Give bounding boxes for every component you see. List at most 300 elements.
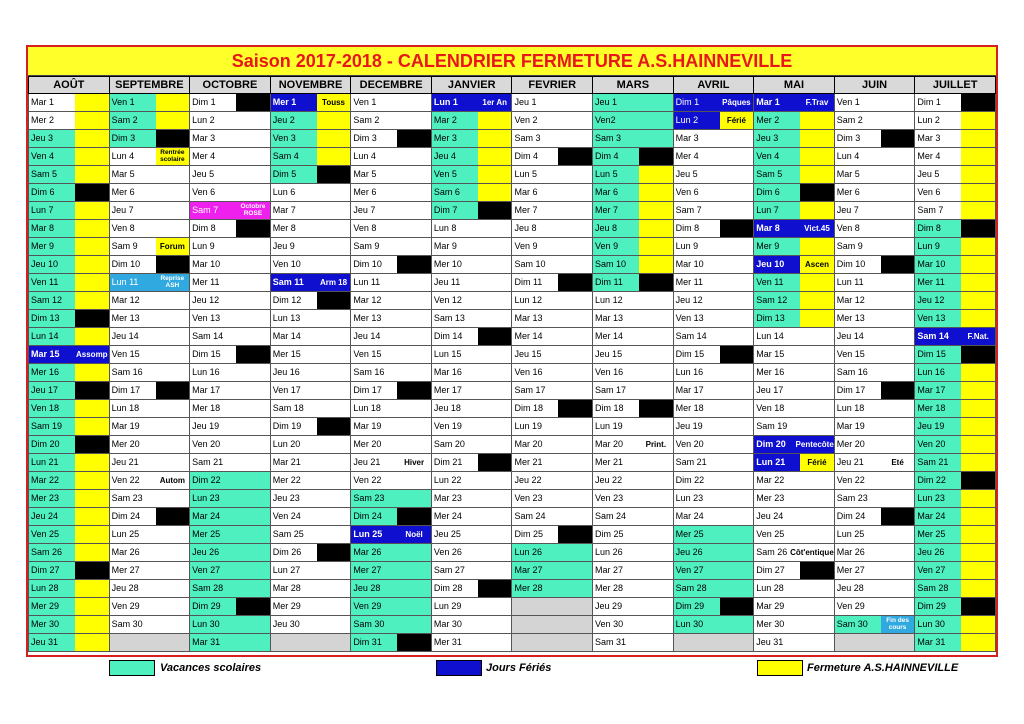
day-cell <box>834 238 915 256</box>
day-cell <box>29 364 110 382</box>
day-marker <box>800 238 834 255</box>
day-marker <box>75 544 109 561</box>
day-marker <box>156 418 190 435</box>
day-row <box>29 346 996 364</box>
day-label: Sam 28 <box>674 580 720 597</box>
day-cell <box>270 580 351 598</box>
day-cell <box>351 436 432 454</box>
day-label: Dim 7 <box>432 202 478 219</box>
day-cell <box>512 94 593 112</box>
legend-swatch-vacances <box>109 660 155 676</box>
day-marker <box>881 220 915 237</box>
day-label: Mer 30 <box>756 619 785 629</box>
day-cell <box>593 274 674 292</box>
day-marker <box>236 364 270 381</box>
day-marker <box>156 580 190 597</box>
day-cell <box>270 328 351 346</box>
day-marker <box>558 526 592 543</box>
day-marker <box>881 472 915 489</box>
day-label: Ven 13 <box>675 313 704 323</box>
day-cell <box>754 364 835 382</box>
day-marker <box>720 634 754 651</box>
day-label: Jeu 7 <box>111 205 134 215</box>
day-label: Dim 12 <box>272 295 302 305</box>
day-label: Mar 22 <box>29 472 75 489</box>
day-marker <box>720 616 754 633</box>
day-label: Ven2 <box>593 112 639 129</box>
day-label: Lun 14 <box>756 331 784 341</box>
day-cell <box>512 454 593 472</box>
day-cell <box>593 220 674 238</box>
day-cell <box>593 202 674 220</box>
day-marker <box>720 598 754 615</box>
day-marker <box>75 490 109 507</box>
day-marker <box>639 220 673 237</box>
day-marker <box>478 238 512 255</box>
day-marker <box>156 346 190 363</box>
day-cell <box>270 310 351 328</box>
day-cell <box>593 436 674 454</box>
day-label: Mar 27 <box>512 562 558 579</box>
day-cell <box>109 364 190 382</box>
day-marker <box>478 274 512 291</box>
day-cell <box>593 292 674 310</box>
day-label: Sam 9 <box>836 241 863 251</box>
day-cell <box>109 598 190 616</box>
day-cell <box>109 562 190 580</box>
day-label: Ven 16 <box>514 367 543 377</box>
day-label: Lun 12 <box>595 295 623 305</box>
day-cell <box>351 184 432 202</box>
day-marker <box>75 112 109 129</box>
day-cell <box>351 598 432 616</box>
day-cell <box>593 364 674 382</box>
day-cell <box>512 292 593 310</box>
day-cell <box>109 418 190 436</box>
day-marker <box>397 202 431 219</box>
day-marker <box>317 616 351 633</box>
day-cell <box>109 166 190 184</box>
day-marker <box>558 94 592 111</box>
day-label: Lun 20 <box>272 439 301 449</box>
day-marker <box>961 346 995 363</box>
day-marker <box>397 292 431 309</box>
day-cell <box>512 256 593 274</box>
day-label: Dim 11 <box>514 277 543 287</box>
day-label: Mar 28 <box>272 583 301 593</box>
day-label: Lun 2 <box>917 115 940 125</box>
day-marker <box>639 526 673 543</box>
day-marker <box>156 400 190 417</box>
day-label: Sam 9 <box>111 241 138 251</box>
day-cell <box>109 526 190 544</box>
day-marker <box>156 562 190 579</box>
day-label: Jeu 17 <box>756 385 784 395</box>
day-cell <box>673 346 754 364</box>
day-cell <box>673 472 754 490</box>
day-cell <box>915 562 996 580</box>
day-label: Dim 24 <box>111 511 141 521</box>
day-label: Lun 7 <box>754 202 800 219</box>
day-cell <box>351 292 432 310</box>
day-cell <box>109 580 190 598</box>
day-marker <box>558 130 592 147</box>
day-cell <box>431 274 512 292</box>
day-marker <box>75 436 109 453</box>
day-cell <box>431 292 512 310</box>
day-marker <box>881 400 915 417</box>
day-cell <box>351 148 432 166</box>
day-cell <box>190 94 271 112</box>
day-cell <box>190 634 271 652</box>
day-cell <box>673 400 754 418</box>
day-marker <box>236 346 270 363</box>
day-label <box>512 634 558 651</box>
day-cell <box>834 346 915 364</box>
day-label: Lun 9 <box>192 241 215 251</box>
day-cell <box>109 616 190 634</box>
day-cell <box>512 400 593 418</box>
day-label: Mar 9 <box>433 241 457 251</box>
day-row <box>29 418 996 436</box>
day-cell <box>190 616 271 634</box>
day-label: Jeu 19 <box>675 421 703 431</box>
day-cell <box>834 490 915 508</box>
day-marker <box>75 562 109 579</box>
day-cell <box>834 400 915 418</box>
day-cell <box>431 184 512 202</box>
day-cell <box>834 256 915 274</box>
day-cell <box>351 418 432 436</box>
day-cell <box>431 580 512 598</box>
day-cell <box>915 328 996 346</box>
day-cell <box>915 148 996 166</box>
legend-swatch-fermeture <box>757 660 803 676</box>
day-label: Lun 28 <box>29 580 75 597</box>
day-label: Sam 26 <box>29 544 75 561</box>
day-cell <box>673 598 754 616</box>
day-label: Lun 6 <box>272 187 296 197</box>
day-cell <box>351 382 432 400</box>
day-marker <box>478 382 512 399</box>
day-marker <box>478 328 512 345</box>
day-row <box>29 94 996 112</box>
day-cell <box>190 418 271 436</box>
day-marker <box>397 562 431 579</box>
day-cell <box>431 634 512 652</box>
day-marker <box>317 148 351 165</box>
day-label: Ven 24 <box>272 511 301 521</box>
day-cell <box>270 508 351 526</box>
day-label: Mer 27 <box>351 562 397 579</box>
day-label: Dim 18 <box>514 403 543 413</box>
day-cell <box>351 94 432 112</box>
day-marker <box>720 310 754 327</box>
day-marker <box>558 238 592 255</box>
day-cell <box>190 454 271 472</box>
day-marker <box>558 220 592 237</box>
day-marker <box>397 472 431 489</box>
day-cell <box>834 112 915 130</box>
day-marker: Hiver <box>404 458 425 467</box>
day-label: Mar 8 <box>29 220 75 237</box>
day-cell <box>673 580 754 598</box>
day-label: Mar 21 <box>272 457 301 467</box>
day-marker <box>639 616 673 633</box>
month-header: MAI <box>754 77 835 94</box>
month-header: JANVIER <box>431 77 512 94</box>
day-label: Ven 27 <box>915 562 961 579</box>
day-cell <box>29 418 110 436</box>
day-label: Mer 11 <box>915 274 961 291</box>
day-marker <box>75 598 109 615</box>
day-cell <box>190 328 271 346</box>
day-cell <box>915 616 996 634</box>
day-label: Mer 6 <box>111 187 135 197</box>
day-cell <box>29 238 110 256</box>
day-label: Dim 10 <box>111 259 141 269</box>
day-cell <box>754 346 835 364</box>
day-row <box>29 166 996 184</box>
day-cell <box>109 94 190 112</box>
day-cell <box>834 544 915 562</box>
day-marker <box>236 166 270 183</box>
day-marker <box>317 508 351 525</box>
day-cell <box>593 526 674 544</box>
day-marker <box>881 634 915 651</box>
day-label: Ven 1 <box>353 97 377 107</box>
day-label: Dim 13 <box>754 310 800 327</box>
day-marker <box>639 130 673 147</box>
day-marker <box>317 598 351 615</box>
day-row <box>29 490 996 508</box>
day-marker <box>156 364 190 381</box>
day-label: Sam 6 <box>432 184 478 201</box>
day-cell <box>673 562 754 580</box>
day-marker <box>558 364 592 381</box>
month-header: SEPTEMBRE <box>109 77 190 94</box>
day-marker <box>156 526 190 543</box>
day-label: Dim 15 <box>192 349 221 359</box>
day-cell <box>834 274 915 292</box>
day-cell <box>431 490 512 508</box>
day-label: Ven 25 <box>29 526 75 543</box>
day-cell <box>29 436 110 454</box>
day-marker <box>720 472 754 489</box>
day-label: Mer 18 <box>675 403 704 413</box>
day-label: Mar 13 <box>595 313 624 323</box>
day-marker <box>156 220 190 237</box>
day-label: Ven 9 <box>514 241 538 251</box>
day-label: Mer 15 <box>272 349 301 359</box>
day-label: Mar 31 <box>190 634 236 651</box>
day-row <box>29 634 996 652</box>
day-marker <box>236 256 270 273</box>
day-marker: Rentrée scolaire <box>156 148 190 165</box>
legend-label-feries: Jours Fériés <box>486 662 552 674</box>
day-marker <box>75 256 109 273</box>
day-row <box>29 454 996 472</box>
day-cell <box>593 184 674 202</box>
day-cell <box>834 580 915 598</box>
day-marker <box>961 220 995 237</box>
day-marker <box>478 472 512 489</box>
day-cell <box>754 130 835 148</box>
day-cell <box>190 382 271 400</box>
day-cell <box>915 634 996 652</box>
day-marker: Forum <box>156 238 190 255</box>
day-marker <box>639 472 673 489</box>
day-label: Dim 25 <box>595 529 624 539</box>
day-marker <box>75 634 109 651</box>
day-label <box>835 634 881 651</box>
day-marker <box>317 346 351 363</box>
day-cell <box>754 472 835 490</box>
day-label: Dim 8 <box>675 223 700 233</box>
day-cell <box>512 580 593 598</box>
day-marker <box>236 274 270 291</box>
day-marker <box>800 202 834 219</box>
day-row <box>29 220 996 238</box>
day-cell <box>754 598 835 616</box>
day-marker <box>800 598 834 615</box>
day-marker <box>881 166 915 183</box>
day-label: Mer 28 <box>595 583 624 593</box>
day-marker <box>800 418 834 435</box>
day-marker: Fin des cours <box>881 616 915 633</box>
day-marker <box>317 562 351 579</box>
day-cell <box>915 400 996 418</box>
day-marker <box>961 472 995 489</box>
day-label: Mer 3 <box>432 130 478 147</box>
day-label: Ven 8 <box>836 223 860 233</box>
day-marker <box>961 166 995 183</box>
day-marker <box>317 292 351 309</box>
day-label: Dim 29 <box>674 598 720 615</box>
day-marker <box>478 202 512 219</box>
day-marker <box>397 400 431 417</box>
day-label: Sam 9 <box>353 241 380 251</box>
day-cell <box>431 526 512 544</box>
day-marker <box>397 616 431 633</box>
day-label: Jeu 21 <box>353 457 381 467</box>
day-label: Mar 10 <box>675 259 704 269</box>
day-marker: Ascen <box>800 256 834 273</box>
day-label: Mar 5 <box>353 169 377 179</box>
day-marker <box>75 418 109 435</box>
day-cell <box>190 112 271 130</box>
day-marker <box>639 508 673 525</box>
day-marker <box>961 490 995 507</box>
day-cell <box>754 148 835 166</box>
day-cell <box>109 202 190 220</box>
day-label: Jeu 23 <box>272 493 300 503</box>
day-cell <box>593 472 674 490</box>
month-header: AOÛT <box>29 77 110 94</box>
day-marker <box>478 418 512 435</box>
day-label: Mer 21 <box>595 457 624 467</box>
day-cell <box>834 436 915 454</box>
day-marker <box>236 418 270 435</box>
day-cell <box>673 292 754 310</box>
day-marker <box>317 220 351 237</box>
day-marker <box>317 436 351 453</box>
day-marker <box>75 400 109 417</box>
day-cell <box>190 148 271 166</box>
day-label: Dim 15 <box>675 349 705 359</box>
day-cell <box>512 130 593 148</box>
day-label: Jeu 12 <box>675 295 703 305</box>
day-marker <box>720 238 754 255</box>
legend-label-vacances: Vacances scolaires <box>160 662 262 674</box>
day-label: Mar 1 <box>754 94 800 111</box>
day-marker <box>558 202 592 219</box>
day-cell <box>431 112 512 130</box>
day-label: Lun 15 <box>433 349 462 359</box>
day-marker <box>75 184 109 201</box>
day-label: Mar 12 <box>836 295 865 305</box>
day-label: Mer 1 <box>271 94 317 111</box>
day-cell <box>29 580 110 598</box>
day-cell <box>754 616 835 634</box>
day-cell <box>593 256 674 274</box>
day-label: Mer 23 <box>29 490 75 507</box>
day-marker <box>881 94 915 111</box>
day-label: Ven 6 <box>675 187 699 197</box>
day-label: Ven 13 <box>915 310 961 327</box>
day-label: Jeu 8 <box>593 220 639 237</box>
day-marker <box>478 454 512 471</box>
day-marker: F.Pères <box>881 382 915 399</box>
day-marker <box>236 220 270 237</box>
day-marker <box>236 562 270 579</box>
day-marker: Pâques <box>720 94 754 111</box>
day-label: Mar 17 <box>192 385 221 395</box>
day-row <box>29 580 996 598</box>
day-label: Ven 22 <box>111 475 140 485</box>
day-cell <box>351 220 432 238</box>
day-cell <box>754 292 835 310</box>
day-label: Mer 4 <box>675 151 699 161</box>
day-cell <box>673 382 754 400</box>
day-marker <box>961 436 995 453</box>
day-cell <box>512 634 593 652</box>
day-marker <box>961 184 995 201</box>
day-marker <box>75 472 109 489</box>
day-label: Jeu 21 <box>111 457 139 467</box>
day-marker <box>720 148 754 165</box>
day-label: Mer 8 <box>272 223 296 233</box>
day-marker <box>720 346 754 363</box>
day-label: Mer 17 <box>433 385 462 395</box>
day-label: Mer 27 <box>836 565 865 575</box>
day-cell <box>190 490 271 508</box>
day-marker <box>317 418 351 435</box>
day-label: Mar 12 <box>111 295 140 305</box>
day-marker <box>881 544 915 561</box>
day-cell <box>270 436 351 454</box>
day-marker <box>558 310 592 327</box>
day-label: Mer 31 <box>433 637 462 647</box>
day-label: Dim 10 <box>836 259 866 269</box>
day-cell <box>754 436 835 454</box>
day-label: Jeu 25 <box>433 529 461 539</box>
day-cell <box>673 616 754 634</box>
day-cell <box>29 400 110 418</box>
day-label: Mer 11 <box>192 277 220 287</box>
day-label: Dim 26 <box>272 547 302 557</box>
day-cell <box>270 634 351 652</box>
